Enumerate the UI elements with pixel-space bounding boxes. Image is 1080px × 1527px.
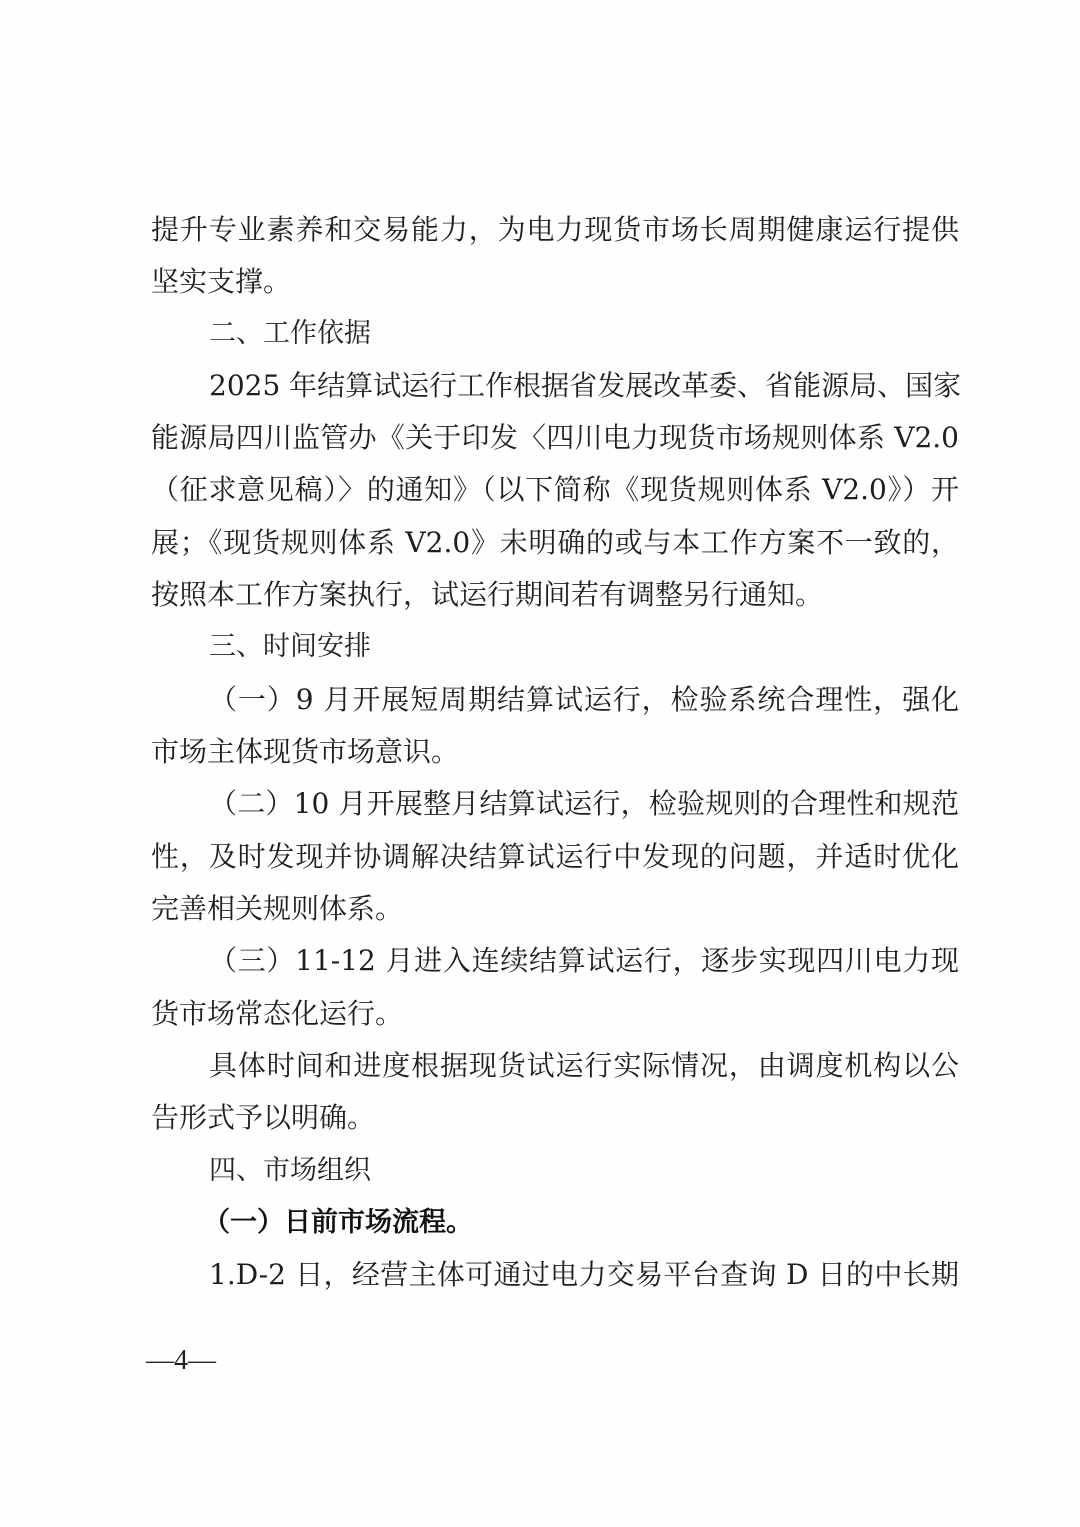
paragraph-line: 具体时间和进度根据现货试运行实际情况，由调度机构以公 bbox=[209, 1049, 959, 1082]
paragraph-line: （三）11-12 月进入连续结算试运行，逐步实现四川电力现 bbox=[209, 944, 959, 977]
paragraph-line: 告形式予以明确。 bbox=[151, 1101, 376, 1134]
paragraph-line: 货市场常态化运行。 bbox=[151, 997, 404, 1030]
paragraph-line: 坚实支撑。 bbox=[151, 265, 292, 298]
paragraph-line: 市场主体现货市场意识。 bbox=[151, 735, 460, 768]
paragraph-line: 性，及时发现并协调解决结算试运行中发现的问题，并适时优化 bbox=[151, 840, 959, 873]
subsection-heading-day-ahead: （一）日前市场流程。 bbox=[203, 1207, 473, 1238]
paragraph-line: 完善相关规则体系。 bbox=[151, 892, 404, 925]
section-heading-schedule: 三、时间安排 bbox=[209, 631, 371, 662]
section-heading-basis: 二、工作依据 bbox=[209, 318, 371, 349]
paragraph-line: 提升专业素养和交易能力，为电力现货市场长周期健康运行提供 bbox=[151, 213, 959, 246]
section-heading-market-organization: 四、市场组织 bbox=[209, 1155, 371, 1186]
paragraph-line: （一）9 月开展短周期结算试运行，检验系统合理性，强化 bbox=[209, 683, 959, 716]
paragraph-line: 2025 年结算试运行工作根据省发展改革委、省能源局、国家 bbox=[209, 369, 962, 402]
paragraph-line: 展；《现货规则体系 V2.0》未明确的或与本工作方案不一致的， bbox=[151, 526, 959, 559]
paragraph-line: （二）10 月开展整月结算试运行，检验规则的合理性和规范 bbox=[209, 787, 959, 820]
paragraph-line: （征求意见稿）〉的通知》（以下简称《现货规则体系 V2.0》）开 bbox=[151, 473, 959, 506]
paragraph-line: 能源局四川监管办《关于印发〈四川电力现货市场规则体系 V2.0 bbox=[151, 421, 959, 454]
paragraph-line: 1.D-2 日，经营主体可通过电力交易平台查询 D 日的中长期 bbox=[209, 1258, 959, 1291]
page-number: —4— bbox=[146, 1345, 216, 1376]
paragraph-line: 按照本工作方案执行，试运行期间若有调整另行通知。 bbox=[151, 578, 824, 611]
